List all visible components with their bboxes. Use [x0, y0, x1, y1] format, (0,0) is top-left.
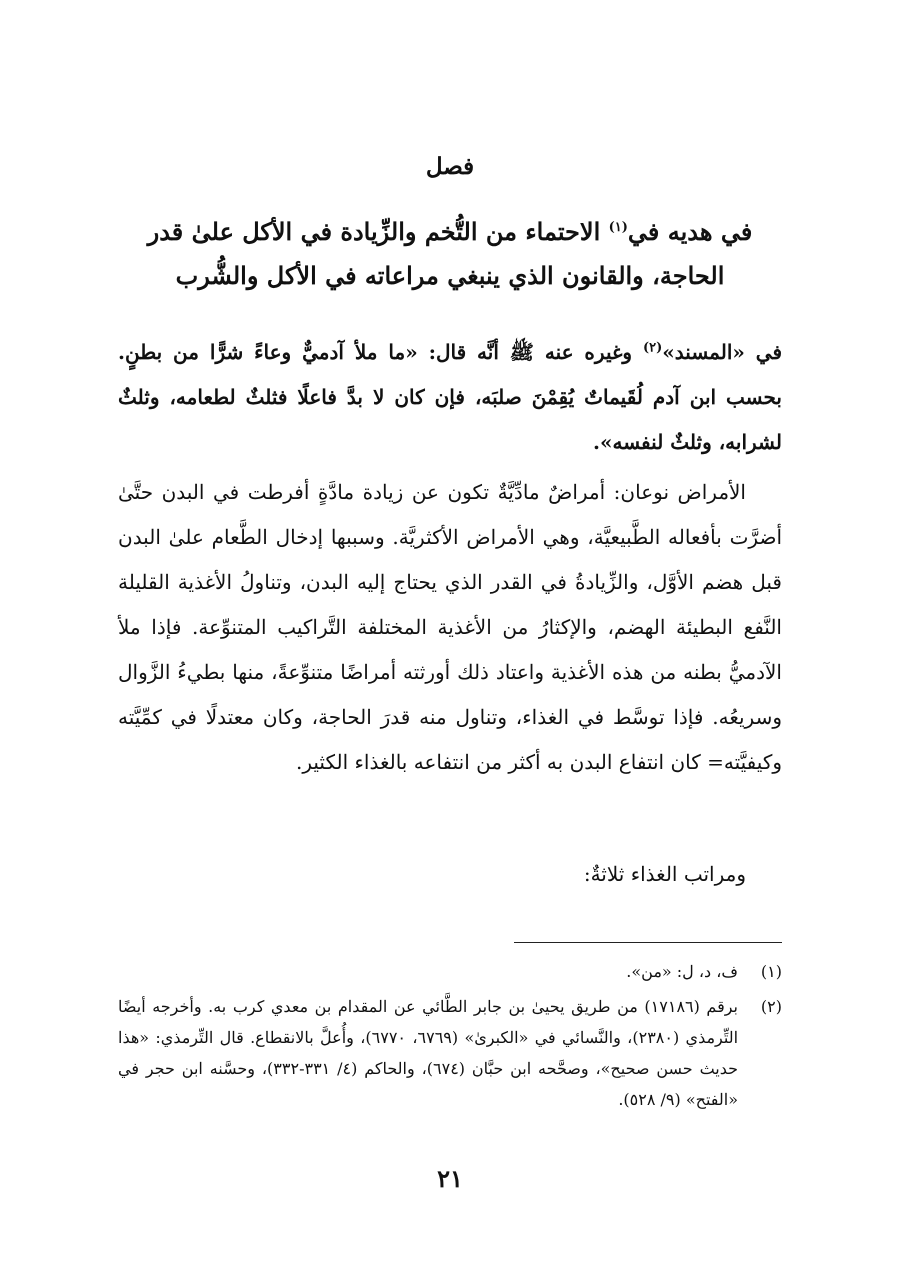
- heading-text-start: في هديه في: [627, 217, 753, 246]
- body-paragraph: ومراتب الغذاء ثلاثةٌ:: [583, 862, 746, 886]
- hadith-quote: [118, 330, 782, 465]
- footnote-text: برقم (١٧١٨٦) من طريق يحيىٰ بن جابر الطَّائي عن المقدام بن معدي كرب به. وأخرجه أيضًا التِّرمذي (٢٣٨٠)، والنَّسائي في «الكبرىٰ» (٦٧٦٩، ٦٧٧٠)، وأُعلَّ بالانقطاع. قال التِّرمذي: «هذا حديث حسن صحيح»، وصحَّحه ابن حبَّان (٦٧٤)، والحاكم (٤/ ٣٣١-٣٣٢)، وحسَّنه ابن حجر في «الفتح» (٩/ ٥٢٨).: [118, 997, 739, 1109]
- section-label: فصل: [425, 153, 475, 180]
- heading-text-end: الاحتماء من التُّخم والزِّيادة في الأكل علىٰ قدر الحاجة، والقانون الذي ينبغي مراعاته في الأكل والشُّرب: [147, 217, 725, 290]
- footnotes: [118, 956, 782, 1119]
- hadith-text-end: وغيره عنه ﷺ أنَّه قال: «ما ملأ آدميٌّ وعاءً شرًّا من بطنٍ. بحسب ابن آدم لُقَيماتٌ يُقِمْنَ صلبَه، فإن كان لا بدَّ فاعلًا فثلثٌ لطعامه، وثلثٌ لشرابه، وثلثٌ لنفسه».: [118, 340, 782, 454]
- hadith-text-start: في «المسند»: [662, 340, 783, 364]
- footnote-ref-1: (١): [608, 220, 628, 235]
- footnote-item: [118, 991, 782, 1115]
- book-page: [118, 0, 782, 1271]
- footnote-item: [118, 956, 782, 987]
- footnote-number: (١): [760, 962, 782, 981]
- body-paragraph: الأمراض نوعان: أمراضٌ مادِّيَّةٌ تكون عن زيادة مادَّةٍ أفرطت في البدن حتَّىٰ أضرَّت بأفعاله الطَّبيعيَّة، وهي الأمراض الأكثريَّة. وسببها إدخال الطَّعام علىٰ البدن قبل هضم الأوَّل، والزِّيادةُ في القدر الذي يحتاج إليه البدن، وتناولُ الأغذية القليلة النَّفع البطيئة الهضم، والإكثارُ من الأغذية المختلفة التَّراكيب المتنوِّعة. فإذا ملأ الآدميُّ بطنه من هذه الأغذية واعتاد ذلك أورثته أمراضًا متنوِّعةً، منها بطيءُ الزَّوال وسريعُه. فإذا توسَّط في الغذاء، وتناول منه قدرَ الحاجة، وكان معتدلًا في كمِّيَّته وكيفيَّته= كان انتفاع البدن به أكثر من انتفاعه بالغذاء الكثير.: [118, 480, 782, 774]
- footnote-divider: [514, 942, 782, 943]
- page-number: ٢١: [437, 1164, 463, 1193]
- footnote-text: ف، د، ل: «من».: [626, 962, 738, 981]
- footnote-number: (٢): [760, 997, 782, 1016]
- footnote-ref-2: (٢): [643, 340, 663, 356]
- chapter-heading: [118, 210, 782, 298]
